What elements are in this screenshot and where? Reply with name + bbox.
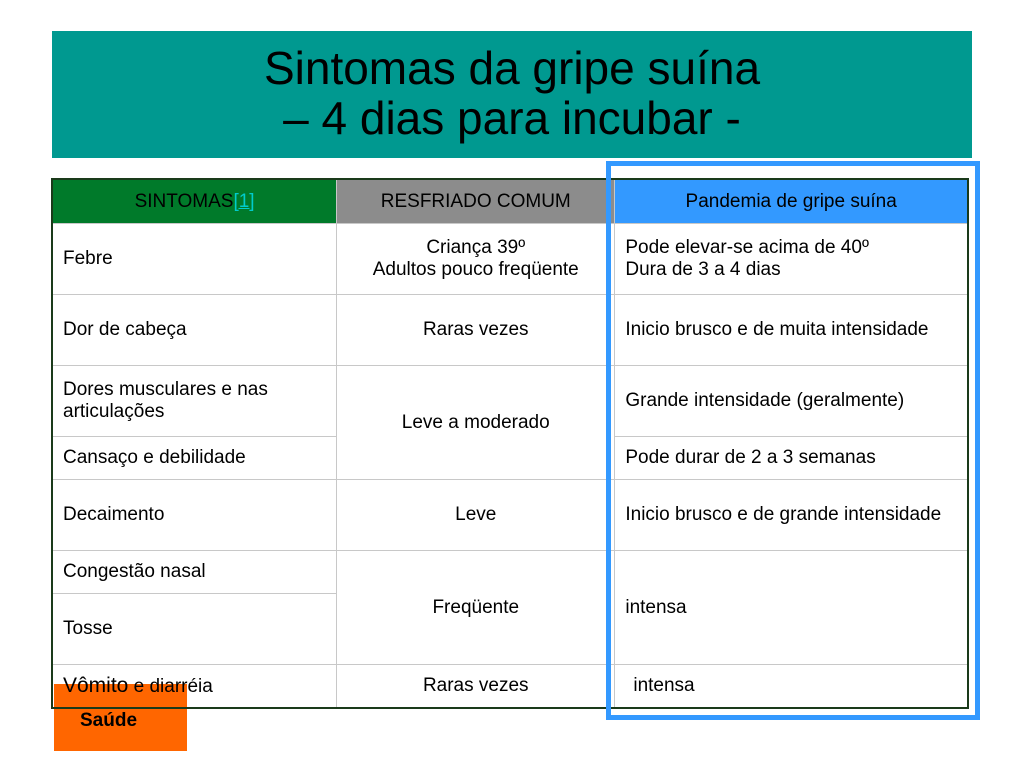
header-resfriado: RESFRIADO COMUM (337, 179, 615, 224)
table-header-row (52, 179, 968, 224)
resfriado-cell: Raras vezes (337, 295, 615, 366)
pandemia-cell: Inicio brusco e de grande intensidade (615, 480, 968, 551)
pandemia-line: Dura de 3 a 4 dias (625, 259, 781, 280)
pandemia-cell: Pode durar de 2 a 3 semanas (615, 437, 968, 480)
header-sintomas (52, 179, 337, 224)
pandemia-cell (615, 224, 968, 295)
resfriado-cell: Raras vezes (337, 665, 615, 709)
table-row (52, 665, 968, 709)
symptom-cell: Tosse (52, 594, 337, 665)
table-row (52, 295, 968, 366)
header-pandemia: Pandemia de gripe suína (615, 179, 968, 224)
symptoms-table (51, 178, 969, 709)
slide-title-line-1: Sintomas da gripe suína (263, 42, 761, 94)
resfriado-line: Adultos pouco freqüente (372, 259, 579, 280)
symptom-cell (52, 665, 337, 709)
table-row (52, 224, 968, 295)
saude-label: Saúde (80, 710, 138, 731)
table-row (52, 366, 968, 437)
pandemia-cell: Grande intensidade (geralmente) (615, 366, 968, 437)
title-banner (52, 31, 972, 158)
resfriado-cell: Freqüente (337, 551, 615, 665)
symptom-part: e diarréia (128, 676, 213, 697)
symptom-cell: Dores musculares e nas articulações (52, 366, 337, 437)
table-row (52, 480, 968, 551)
symptom-cell: Congestão nasal (52, 551, 337, 594)
symptom-cell: Dor de cabeça (52, 295, 337, 366)
table-row (52, 551, 968, 594)
resfriado-cell: Leve a moderado (337, 366, 615, 480)
symptom-cell: Febre (52, 224, 337, 295)
pandemia-cell: intensa (615, 551, 968, 665)
symptom-part: Vômito (63, 674, 129, 697)
header-sintomas-label: SINTOMAS (134, 190, 234, 212)
pandemia-line: Pode elevar-se acima de 40º (625, 237, 869, 258)
symptom-cell: Cansaço e debilidade (52, 437, 337, 480)
resfriado-cell (337, 224, 615, 295)
pandemia-cell: Inicio brusco e de muita intensidade (615, 295, 968, 366)
slide-title-line-2: – 4 dias para incubar - (283, 92, 741, 144)
footnote-link[interactable]: [1] (233, 190, 255, 212)
symptom-cell: Decaimento (52, 480, 337, 551)
resfriado-cell: Leve (337, 480, 615, 551)
pandemia-cell: intensa (615, 665, 968, 709)
resfriado-line: Criança 39º (426, 237, 526, 258)
